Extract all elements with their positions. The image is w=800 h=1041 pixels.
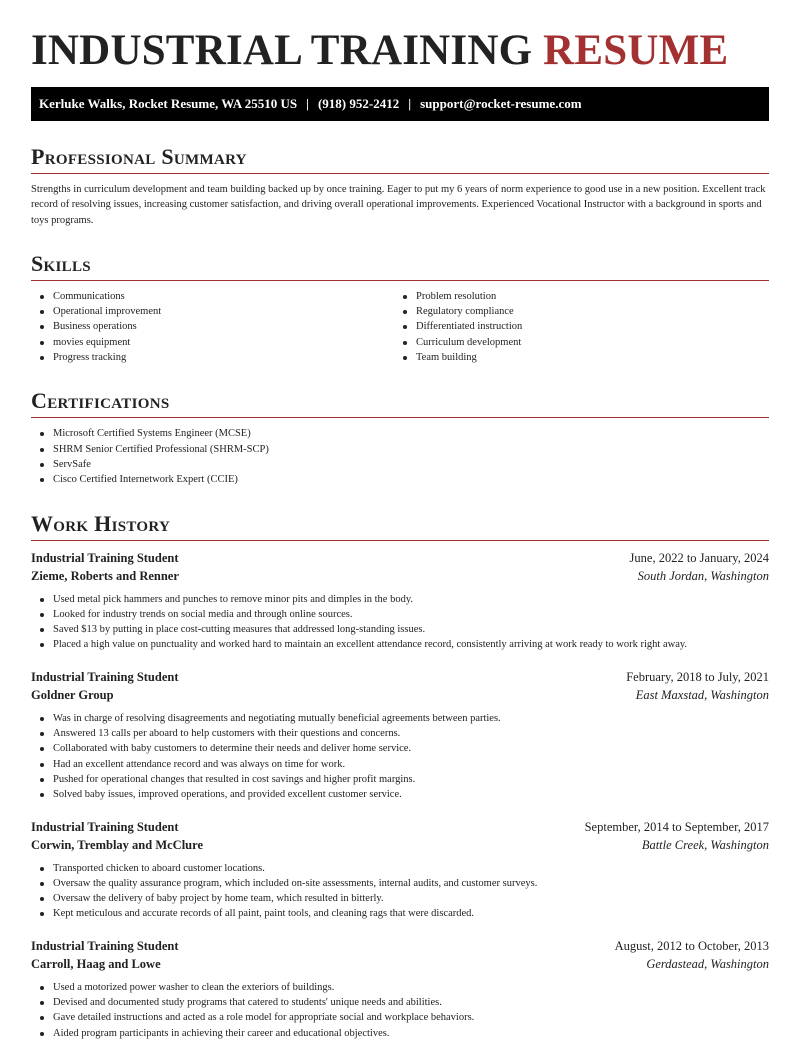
summary-text: Strengths in curriculum development and team building backed up by once training. Eager to put my 6 years of norm experience to good use in a new position. Excellent track record of resolving issues, increasing customer satisfaction, and driving overall operational improvements. Experienced Vocational Instructor with a background in sports and toys programs. <box>31 184 766 226</box>
job-bullet: Was in charge of resolving disagreements and negotiating mutually beneficial agreements between parties. <box>31 711 769 726</box>
job-bullet: Oversaw the quality assurance program, which included on-site assessments, internal audits, and customer surveys. <box>31 876 769 891</box>
job-bullets <box>31 711 769 803</box>
job-entry <box>31 938 769 1041</box>
job-location: Battle Creek, Washington <box>641 837 769 852</box>
job-bullet: Transported chicken to aboard customer locations. <box>31 861 769 876</box>
job-entry <box>31 819 769 922</box>
job-title: Industrial Training Student <box>31 938 179 953</box>
resume-title <box>31 28 769 74</box>
job-bullet: Answered 13 calls per aboard to help customers with their questions and concerns. <box>31 726 769 741</box>
contact-address: Kerluke Walks, Rocket Resume, WA 25510 US <box>39 96 298 111</box>
skill-item: Team building <box>394 350 757 365</box>
skills-heading: Skills <box>31 250 769 281</box>
job-entry <box>31 669 769 803</box>
skill-item: Curriculum development <box>394 335 757 350</box>
skill-item: Operational improvement <box>31 304 394 319</box>
job-bullet: Looked for industry trends on social media and through online sources. <box>31 607 769 622</box>
certification-item: Microsoft Certified Systems Engineer (MCSE) <box>31 426 769 441</box>
certifications-heading: Certifications <box>31 387 769 418</box>
job-dates: August, 2012 to October, 2013 <box>614 938 769 953</box>
job-bullet: Placed a high value on punctuality and worked hard to maintain an excellent attendance record, consistently arriving at work ready to work right away. <box>31 637 769 652</box>
title-main: INDUSTRIAL TRAINING <box>31 27 533 74</box>
summary-heading: Professional Summary <box>31 143 769 174</box>
job-bullet: Solved baby issues, improved operations, and provided excellent customer service. <box>31 787 769 802</box>
contact-separator: | <box>306 96 309 111</box>
certification-item: ServSafe <box>31 457 769 472</box>
job-bullet: Collaborated with baby customers to determine their needs and deliver home service. <box>31 741 769 756</box>
job-title: Industrial Training Student <box>31 550 179 565</box>
skill-item: Regulatory compliance <box>394 304 757 319</box>
job-dates: June, 2022 to January, 2024 <box>629 550 769 565</box>
skill-item: Problem resolution <box>394 289 757 304</box>
job-bullet: Devised and documented study programs that catered to students' unique needs and abilities. <box>31 995 769 1010</box>
job-company: Carroll, Haag and Lowe <box>31 956 161 971</box>
job-company: Corwin, Tremblay and McClure <box>31 837 203 852</box>
skill-item: Differentiated instruction <box>394 319 757 334</box>
contact-bar <box>31 87 769 121</box>
skills-list-right <box>394 289 757 365</box>
contact-separator: | <box>408 96 412 111</box>
skills-columns <box>31 281 769 365</box>
job-location: South Jordan, Washington <box>637 568 769 583</box>
skill-item: Business operations <box>31 319 394 334</box>
contact-phone: (918) 952-2412 <box>317 96 400 111</box>
job-dates: September, 2014 to September, 2017 <box>584 819 769 834</box>
skill-item: Progress tracking <box>31 350 394 365</box>
job-bullet: Used a motorized power washer to clean the exteriors of buildings. <box>31 980 769 995</box>
job-bullet: Used metal pick hammers and punches to remove minor pits and dimples in the body. <box>31 592 769 607</box>
job-location: East Maxstad, Washington <box>635 687 769 702</box>
job-bullet: Had an excellent attendance record and was always on time for work. <box>31 757 769 772</box>
job-bullet: Kept meticulous and accurate records of all paint, paint tools, and cleaning rags that were discarded. <box>31 906 769 921</box>
job-location: Gerdastead, Washington <box>646 956 769 971</box>
job-bullets <box>31 592 769 653</box>
certification-item: SHRM Senior Certified Professional (SHRM-SCP) <box>31 442 769 457</box>
skill-item: movies equipment <box>31 335 394 350</box>
job-title: Industrial Training Student <box>31 669 179 684</box>
job-bullet: Oversaw the delivery of baby project by home team, which resulted in bitterly. <box>31 891 769 906</box>
job-dates: February, 2018 to July, 2021 <box>626 669 769 684</box>
contact-email: support@rocket-resume.com <box>420 96 582 111</box>
job-bullets <box>31 980 769 1041</box>
work-history-heading: Work History <box>31 510 769 541</box>
job-company: Goldner Group <box>31 687 114 702</box>
job-bullet: Gave detailed instructions and acted as a role model for appropriate social and workplace behaviors. <box>31 1010 769 1025</box>
skill-item: Communications <box>31 289 394 304</box>
job-bullet: Aided program participants in achieving their career and educational objectives. <box>31 1026 769 1041</box>
job-bullets <box>31 861 769 922</box>
job-bullet: Pushed for operational changes that resulted in cost savings and higher profit margins. <box>31 772 769 787</box>
job-bullet: Saved $13 by putting in place cost-cutting measures that addressed long-standing issues. <box>31 622 769 637</box>
job-entry <box>31 550 769 653</box>
title-accent: RESUME <box>543 27 729 74</box>
certifications-list <box>31 426 769 487</box>
job-company: Zieme, Roberts and Renner <box>31 568 179 583</box>
job-title: Industrial Training Student <box>31 819 179 834</box>
skills-list-left <box>31 289 394 365</box>
certification-item: Cisco Certified Internetwork Expert (CCIE) <box>31 472 769 487</box>
